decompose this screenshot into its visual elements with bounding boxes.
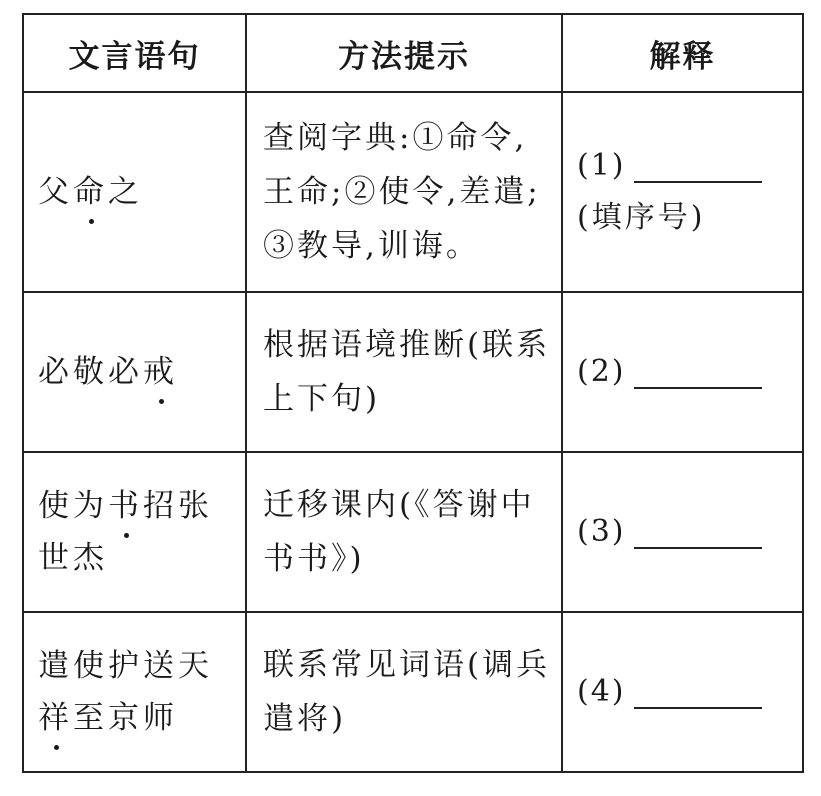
emphasized-char: 戒: [143, 346, 178, 398]
sentence-text: 父命 之: [24, 166, 245, 218]
emphasized-char: 命: [73, 166, 108, 218]
answer-label: (4): [577, 674, 626, 709]
sentence-cell: [23, 92, 246, 292]
hint-cell: [246, 452, 562, 612]
table-row: [23, 612, 803, 772]
emphasis-dot: [54, 745, 59, 750]
answer-blank[interactable]: [634, 677, 762, 709]
hint-text: 查阅字典:①命令,王命;②使令,差遣;③教导,训诲。: [263, 120, 541, 264]
answer-cell[interactable]: [562, 92, 803, 292]
sentence-cell: [23, 292, 246, 452]
emphasis-dot: [159, 399, 164, 404]
table-row: [23, 452, 803, 612]
sentence-text: 必敬必戒: [24, 346, 245, 398]
sentence-text: 使为书 招张世杰: [24, 480, 245, 584]
header-sentence: 文言语句: [23, 14, 246, 92]
hint-text: 根据语境推断(联系上下句): [263, 327, 551, 417]
answer-note: (填序号): [577, 200, 706, 235]
sentence-cell: [23, 452, 246, 612]
answer-blank[interactable]: [634, 151, 762, 183]
answer-label: (1): [577, 148, 626, 183]
answer-label: (2): [577, 354, 626, 389]
classical-chinese-worksheet-table: [22, 13, 804, 773]
answer-cell[interactable]: [562, 612, 803, 772]
sentence-cell: [23, 612, 246, 772]
sentence-text: 遣使护送天祥 至京师: [24, 640, 245, 744]
emphasized-char: 书: [108, 480, 143, 532]
hint-cell: [246, 292, 562, 452]
header-row: [23, 14, 803, 92]
table-row: [23, 292, 803, 452]
emphasis-dot: [89, 219, 94, 224]
emphasized-char: 祥: [38, 692, 73, 744]
header-explanation: 解释: [562, 14, 803, 92]
header-method-hint: 方法提示: [246, 14, 562, 92]
answer-blank[interactable]: [634, 357, 762, 389]
answer-area[interactable]: [563, 506, 802, 558]
hint-text: 迁移课内(《答谢中书书》): [263, 487, 535, 577]
answer-label: (3): [577, 514, 626, 549]
answer-cell[interactable]: [562, 292, 803, 452]
answer-cell[interactable]: [562, 452, 803, 612]
answer-blank[interactable]: [634, 517, 762, 549]
hint-cell: [246, 612, 562, 772]
answer-area[interactable]: [563, 346, 802, 398]
answer-area[interactable]: [563, 666, 802, 718]
table-row: [23, 92, 803, 292]
hint-cell: [246, 92, 562, 292]
emphasis-dot: [124, 533, 129, 538]
hint-text: 联系常见词语(调兵遣将): [263, 647, 551, 737]
answer-area[interactable]: [563, 140, 802, 244]
